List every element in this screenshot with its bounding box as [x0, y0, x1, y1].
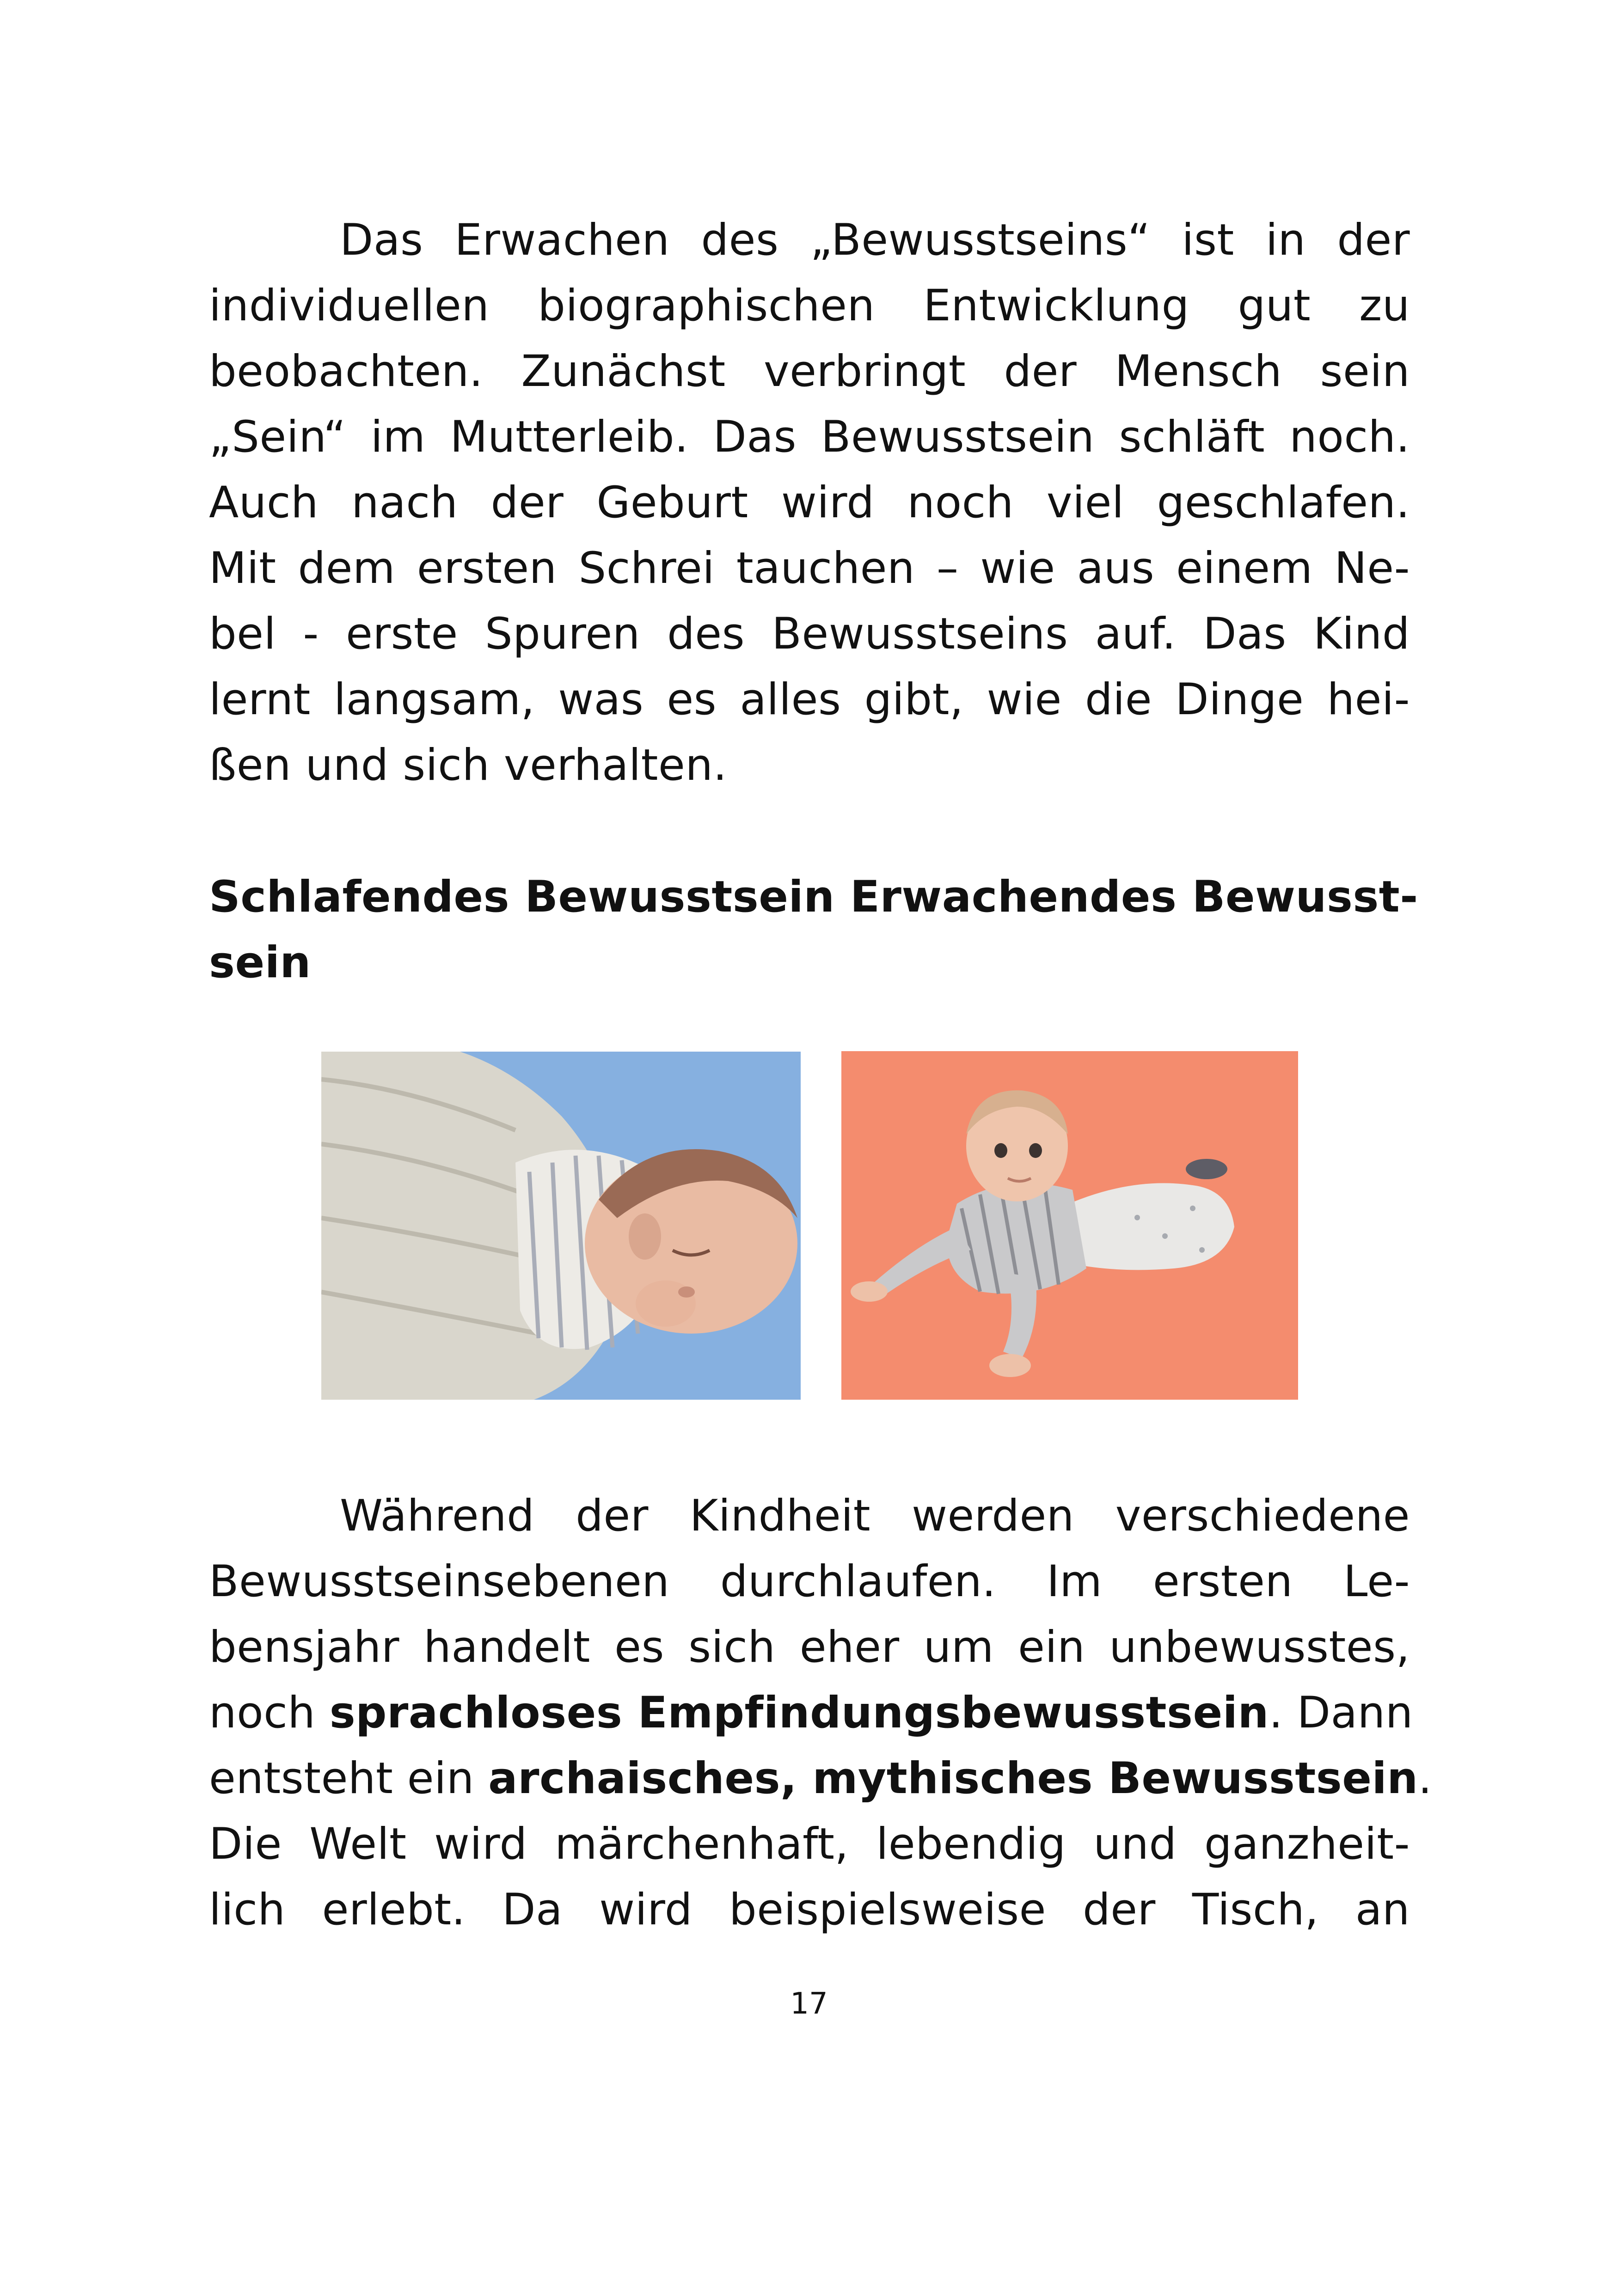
paragraph1-line-4: „Sein“ im Mutterleib. Das Bewusstsein schläft noch. — [209, 412, 1410, 462]
awake-baby-photo — [841, 1051, 1298, 1400]
paragraph1-line-8: lernt langsam, was es alles gibt, wie die Dinge hei- — [209, 674, 1410, 725]
sleeping-baby-illustration — [321, 1052, 801, 1400]
emphasis-empfindungsbewusstsein: sprachloses Empfindungsbewusstsein — [329, 1688, 1269, 1738]
paragraph2-line-1: Während der Kindheit werden verschiedene — [340, 1491, 1410, 1541]
paragraph2-line-5-pre: entsteht ein — [209, 1753, 489, 1804]
sleeping-baby-photo — [321, 1052, 801, 1400]
emphasis-mythisches-bewusstsein: archaisches, mythisches Bewusstsein — [488, 1753, 1418, 1804]
paragraph1-line-1: Das Erwachen des „Bewusstseins“ ist in der — [340, 215, 1410, 265]
paragraph1-line-5: Auch nach der Geburt wird noch viel geschlafen. — [209, 478, 1410, 528]
awake-baby-illustration — [841, 1051, 1298, 1400]
paragraph1-line-7: bel - erste Spuren des Bewusstseins auf. Das Kind — [209, 609, 1410, 659]
page-number: 17 — [790, 1987, 828, 2021]
paragraph2-line-6: Die Welt wird märchenhaft, lebendig und ganzheit- — [209, 1819, 1410, 1869]
paragraph2-line-2: Bewusstseinsebenen durchlaufen. Im ersten Le- — [209, 1556, 1410, 1607]
section-heading-line-2: sein — [209, 937, 311, 988]
paragraph2-line-5-post: . — [1418, 1753, 1433, 1804]
paragraph1-line-2: individuellen biographischen Entwicklung gut zu — [209, 281, 1410, 331]
paragraph2-line-3: bensjahr handelt es sich eher um ein unbewusstes, — [209, 1622, 1410, 1672]
paragraph2-line-7: lich erlebt. Da wird beispielsweise der Tisch, an — [209, 1885, 1410, 1935]
paragraph2-line-4-post: . Dann — [1269, 1688, 1413, 1738]
paragraph1-line-6: Mit dem ersten Schrei tauchen – wie aus einem Ne- — [209, 543, 1410, 594]
paragraph2-line-4-pre: noch — [209, 1688, 330, 1738]
paragraph1-line-3: beobachten. Zunächst verbringt der Mensch sein — [209, 346, 1410, 397]
paragraph1-line-9: ßen und sich verhalten. — [209, 740, 727, 790]
paragraph2-line-4 — [209, 1681, 1413, 1745]
section-heading-line-1: Schlafendes Bewusstsein Erwachendes Bewusst- — [209, 872, 1418, 922]
paragraph2-line-5 — [209, 1746, 1433, 1811]
